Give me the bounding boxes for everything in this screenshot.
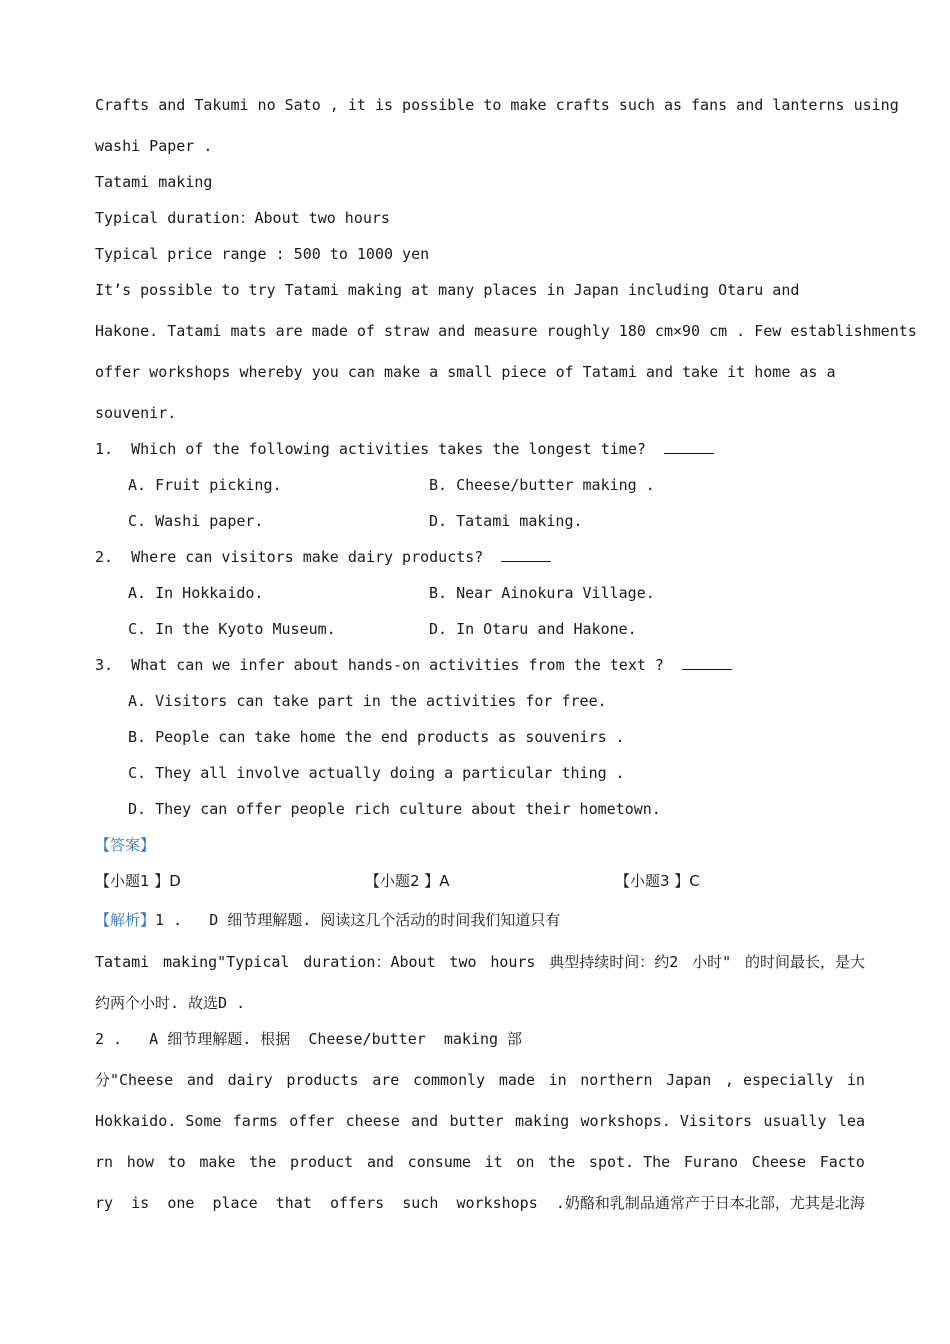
answer-blank[interactable] [664,439,714,454]
passage-line: Hakone. Tatami mats are made of straw and measure roughly 180 cm×90 cm . Few establishments [95,322,917,340]
question-3 [95,655,732,675]
option-d: D. They can offer people rich culture about their hometown. [128,800,661,818]
answer-blank[interactable] [682,655,732,670]
analysis-line [95,1070,865,1090]
word: butter [449,1112,504,1130]
word: are [372,1071,400,1089]
word: in [548,1071,567,1089]
answer-label: 【答案】 [95,836,156,854]
answer-blank[interactable] [501,547,551,562]
option-b: B. People can take home the end products as souvenirs . [128,728,625,746]
question-1 [95,439,714,459]
analysis-line [95,910,560,930]
word: Hokkaido. Some [95,1112,222,1130]
word: commonly [412,1071,486,1089]
passage-line: It’s possible to try Tatami making at many places in Japan including Otaru and [95,281,800,299]
question-text: What can we infer about hands-on activities from the text ? [131,656,664,674]
word: making"Typical [162,953,290,971]
word: two [449,953,477,971]
word: .奶酪和乳制品通常产于日本北部，尤其是北海 [555,1194,865,1212]
word: make [199,1153,236,1171]
word: consume [407,1153,471,1171]
question-number: 2. [95,548,114,566]
word: it [484,1153,503,1171]
analysis-line [95,952,865,972]
word: , especially [724,1071,834,1089]
word: northern [580,1071,653,1089]
word: and [411,1112,439,1130]
analysis-line [95,1152,865,1172]
word: ry [95,1194,114,1212]
word: Furano [683,1153,739,1171]
word: Facto [819,1153,865,1171]
word: on [516,1153,535,1171]
option-d: D. In Otaru and Hakone. [429,620,637,638]
word: Tatami [95,953,150,971]
word: Japan [666,1071,712,1089]
option-c: C. They all involve actually doing a particular thing . [128,764,625,782]
word: offer [289,1112,335,1130]
price-text: Typical price range : 500 to 1000 yen [95,245,430,263]
passage-line: Crafts and Takumi no Sato , it is possible to make crafts such as fans and lanterns using [95,96,899,114]
word: farms [232,1112,278,1130]
word: product [289,1153,354,1171]
word: such [402,1194,439,1212]
word: workshops. Visitors [580,1112,753,1130]
option-a: A. In Hokkaido. [128,584,264,602]
question-number: 1. [95,440,114,458]
option-c: C. In the Kyoto Museum. [128,620,336,638]
word: rn [95,1153,114,1171]
analysis-text: 1 . D 细节理解题. 阅读这几个活动的时间我们知道只有 [155,911,561,929]
question-number: 3. [95,656,114,674]
word: duration：About [303,953,436,971]
analysis-line [95,1111,865,1131]
word: the [548,1153,576,1171]
passage-line: offer workshops whereby you can make a small piece of Tatami and take it home as a [95,363,836,381]
word: 典型持续时间：约2 [549,953,679,971]
option-b: B. Near Ainokura Village. [429,584,655,602]
word: dairy [227,1071,273,1089]
word: one [167,1194,195,1212]
word: 的时间最长，是大 [744,953,865,971]
word: to [167,1153,186,1171]
duration-text: Typical duration：About two hours [95,209,390,227]
option-a: A. Fruit picking. [128,476,282,494]
word: usually [763,1112,827,1130]
word: Cheese [751,1153,806,1171]
word: hours [490,953,536,971]
word: and [186,1071,214,1089]
word: spot. The [588,1153,671,1171]
word: cheese [345,1112,400,1130]
word: how [126,1153,154,1171]
analysis-label: 【解析】 [95,911,156,929]
word: in [846,1071,865,1089]
word: offers [329,1194,385,1212]
question-text: Which of the following activities takes the longest time? [131,440,646,458]
option-a: A. Visitors can take part in the activities for free. [128,692,607,710]
word: making [515,1112,570,1130]
analysis-line: 2 . A 细节理解题. 根据 Cheese/butter making 部 [95,1030,523,1048]
word: workshops [456,1194,538,1212]
answer-item-2: 【小题2 】A [365,872,450,890]
answer-item-1: 【小题1 】D [95,872,181,890]
word: place [212,1194,258,1212]
word: made [498,1071,535,1089]
analysis-line [95,1193,865,1213]
passage-line: souvenir. [95,404,177,422]
answer-item-3: 【小题3 】C [615,872,700,890]
word: the [249,1153,277,1171]
word: is [131,1194,150,1212]
passage-line: washi Paper . [95,137,213,155]
option-b: B. Cheese/butter making . [429,476,655,494]
word: lea [837,1112,865,1130]
analysis-line: 约两个小时. 故选D . [95,994,246,1012]
word: 小时" [692,953,732,971]
word: 分"Cheese [95,1071,174,1089]
word: that [275,1194,312,1212]
question-2 [95,547,551,567]
question-text: Where can visitors make dairy products? [131,548,484,566]
word: products [286,1071,359,1089]
option-d: D. Tatami making. [429,512,583,530]
section-heading: Tatami making [95,173,213,191]
word: and [366,1153,394,1171]
option-c: C. Washi paper. [128,512,264,530]
